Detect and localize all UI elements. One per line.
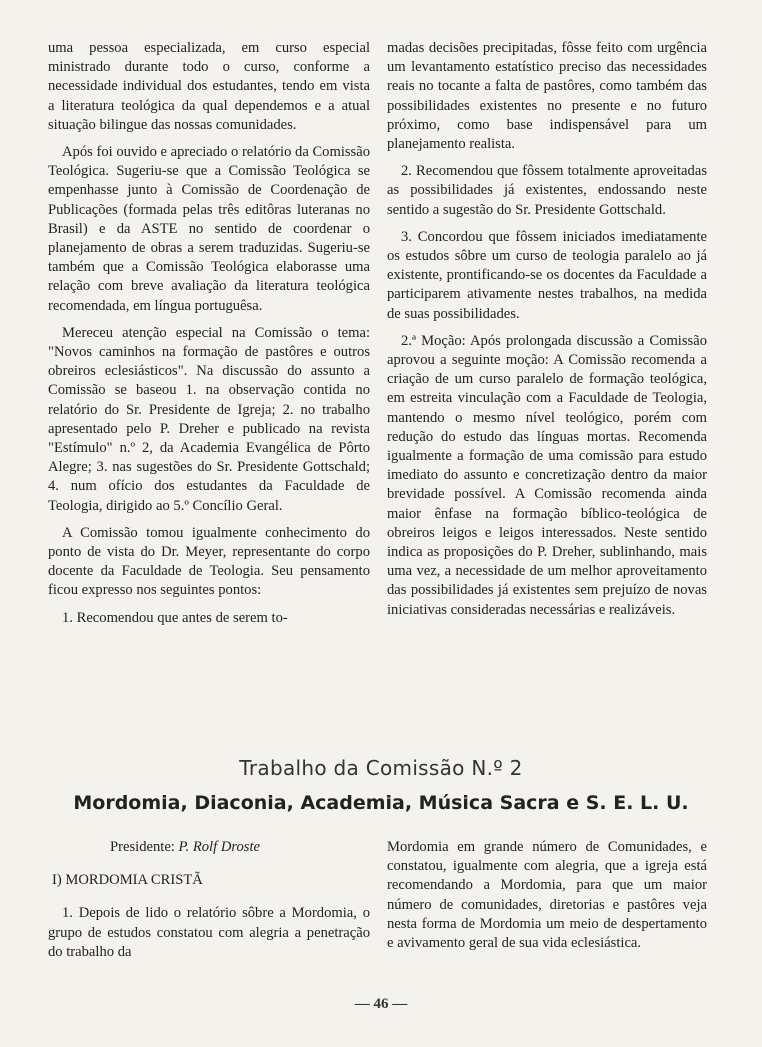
president-name: P. Rolf Droste [178, 839, 260, 855]
section-heading: Trabalho da Comissão N.º 2 [239, 756, 523, 780]
right-column [387, 39, 707, 628]
subsection-title: I) MORDOMIA CRISTÃ [52, 872, 203, 889]
left-column [48, 39, 370, 636]
paragraph: Após foi ouvido e apreciado o relatório da Comissão Teológica. Sugeriu-se que a Comissão Teológica se empenhasse junto à Comissão de Coordenação de Publicações (formada pelas três editôras luteranas no Brasil) e da ASTE no sentido de coordenar o planejamento de obras a serem traduzidas. Sugeriu-se também que a Comissão Teológica elaborasse uma relação com breve avaliação da literatura teológica recomendada, em língua portuguêsa. [48, 144, 371, 314]
paragraph: 1. Recomendou que antes de serem to- [62, 609, 288, 626]
section-subheading: Mordomia, Diaconia, Academia, Música Sacra e S. E. L. U. [73, 792, 689, 814]
paragraph: 2. Recomendou que fôssem totalmente aproveitadas as possibilidades já existentes, endossando neste sentido a sugestão do Sr. Presidente Gottschald. [387, 163, 707, 218]
page-number: — 46 — [354, 996, 408, 1012]
paragraph: 2.ª Moção: Após prolongada discussão a Comissão aprovou a seguinte moção: A Comissão recomenda a criação de um curso paralelo de formação teológica, em estreita vinculação com a Faculdade de Teologia, mantendo o mesmo nível teológico, porém com redução do estudo das línguas mortas. Recomenda igualmente a formação de uma comissão para estudo imediato do assunto e concretização dentro da maior brevidade possível. A Comissão recomenda ainda maior ênfase na formação bíblico-teológica de obreiros leigos e leigos interessados. Neste sentido indica as proposições do P. Dreher, sublinhando, mais uma vez, a necessidade de um melhor aproveitamento das possibilidades já existentes sem prejuízo de novas iniciativas consideradas necessárias e realizáveis. [387, 332, 707, 618]
paragraph: 3. Concordou que fôssem iniciados imediatamente os estudos sôbre um curso de teologia paralelo ao já existente, prontificando-se os docentes da Faculdade a participarem ativamente nestes trabalhos, na medida de suas possibilidades. [387, 228, 707, 322]
paragraph: uma pessoa especializada, em curso especial ministrado durante todo o curso, conforme a necessidade individual dos estudantes, tendo em vista a literatura teológica da qual dependemos e a atual situação bilingue das nossas comunidades. [48, 40, 370, 133]
paragraph: madas decisões precipitadas, fôsse feito com urgência um levantamento estatístico preciso das necessidades reais no tocante a falta de pastôres, como também das possibilidades existentes no presente e no futuro próximo, como base indispensável para um planejamento realista. [387, 40, 707, 153]
bottom-right-column [387, 838, 707, 961]
bottom-left-column [48, 838, 370, 970]
paragraph: 1. Depois de lido o relatório sôbre a Mordomia, o grupo de estudos constatou com alegria a penetração do trabalho da [48, 905, 370, 960]
paragraph: Mereceu atenção especial na Comissão o tema: "Novos caminhos na formação de pastôres e outros obreiros eclesiásticos". Na discussão do assunto a Comissão se baseou 1. na observação contida no relatório do Sr. Presidente de Igreja; 2. no trabalho apresentado pelo P. Dreher e publicado na revista "Estímulo" n.º 2, da Academia Evangélica de Pôrto Alegre; 3. nas sugestões do Sr. Presidente Gottschald; 4. num ofício dos estudantes da Faculdade de Teologia, dirigido ao 5.º Concílio Geral. [48, 324, 370, 514]
president-label: Presidente: [110, 839, 175, 855]
paragraph: A Comissão tomou igualmente conhecimento do ponto de vista do Dr. Meyer, representante do corpo docente da Faculdade de Teologia. Seu pensamento ficou expresso nos seguintes pontos: [48, 524, 370, 599]
president-line [48, 838, 370, 857]
paragraph: Mordomia em grande número de Comunidades, e constatou, igualmente com alegria, que a igreja está recomendando a Mordomia, para que um maior número de comunidades, diretorias e pastôres veja nesta forma de Mordomia um meio de despertamento e avivamento geral de sua vida eclesiástica. [387, 839, 707, 952]
